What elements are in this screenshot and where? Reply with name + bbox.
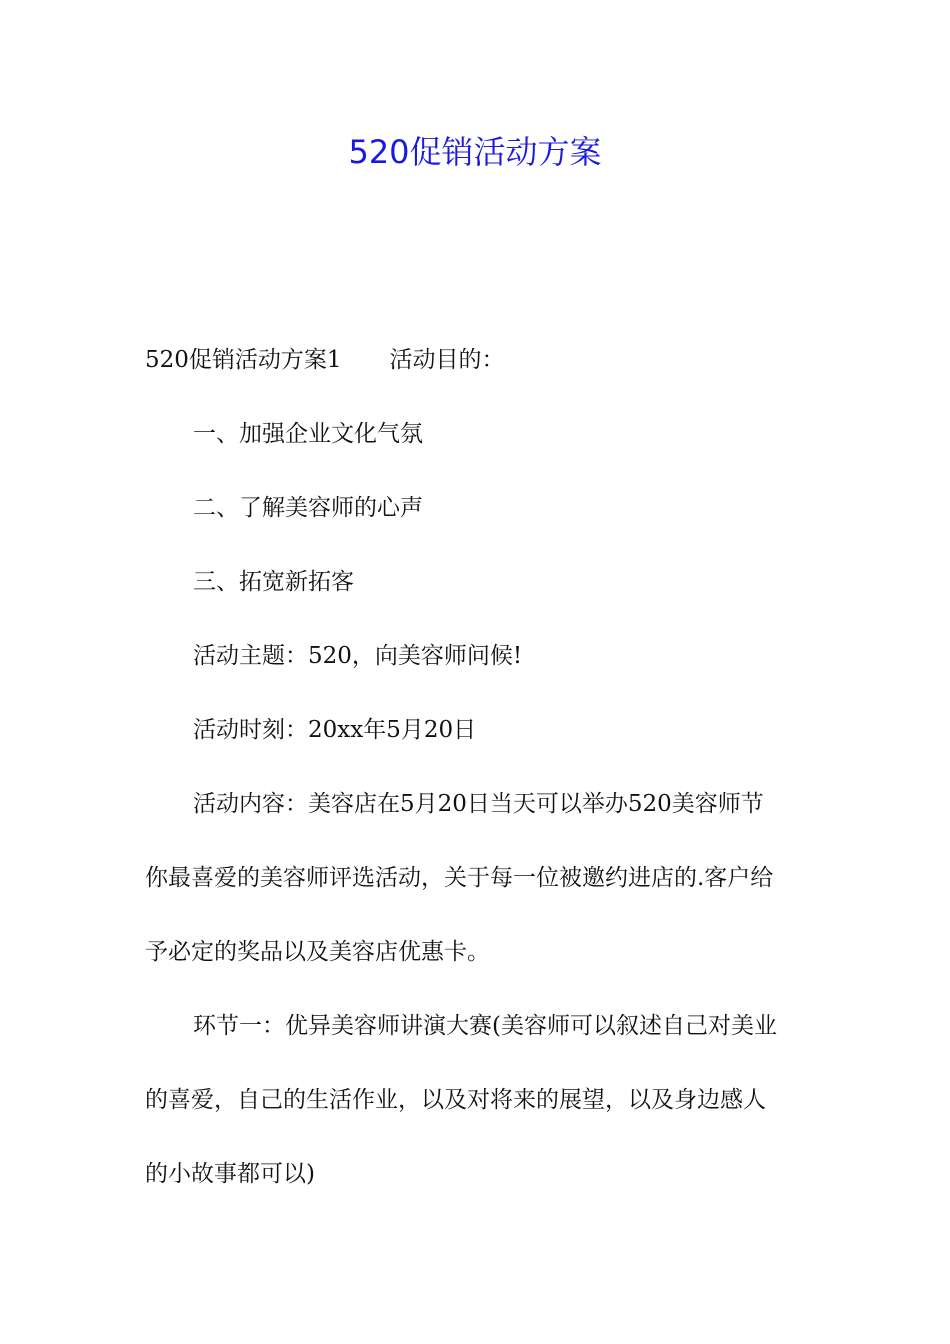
paragraph-line: 环节一：优异美容师讲演大赛(美容师可以叙述自己对美业 bbox=[193, 1013, 777, 1039]
paragraph-line: 活动内容：美容店在5月20日当天可以举办520美容师节 bbox=[193, 791, 764, 817]
paragraph-line: 二、了解美容师的心声 bbox=[193, 495, 423, 521]
paragraph-line: 活动时刻：20xx年5月20日 bbox=[193, 717, 477, 743]
paragraph-line: 的喜爱，自己的生活作业，以及对将来的展望，以及身边感人 bbox=[145, 1087, 766, 1113]
section-heading: 520促销活动方案1 bbox=[145, 347, 342, 373]
section-subheading: 活动目的： bbox=[389, 347, 505, 373]
paragraph-line bbox=[145, 323, 815, 397]
paragraph-line: 予必定的奖品以及美容店优惠卡。 bbox=[145, 939, 490, 965]
paragraph-line: 活动主题：520，向美容师问候! bbox=[193, 643, 523, 669]
paragraph-line: 你最喜爱的美容师评选活动，关于每一位被邀约进店的.客户给 bbox=[145, 865, 774, 891]
paragraph-line: 一、加强企业文化气氛 bbox=[193, 421, 423, 447]
paragraph-line: 的小故事都可以) bbox=[145, 1161, 315, 1187]
document-title: 520促销活动方案 bbox=[348, 133, 602, 171]
document-body bbox=[145, 323, 815, 1211]
paragraph-line: 三、拓宽新拓客 bbox=[193, 569, 354, 595]
